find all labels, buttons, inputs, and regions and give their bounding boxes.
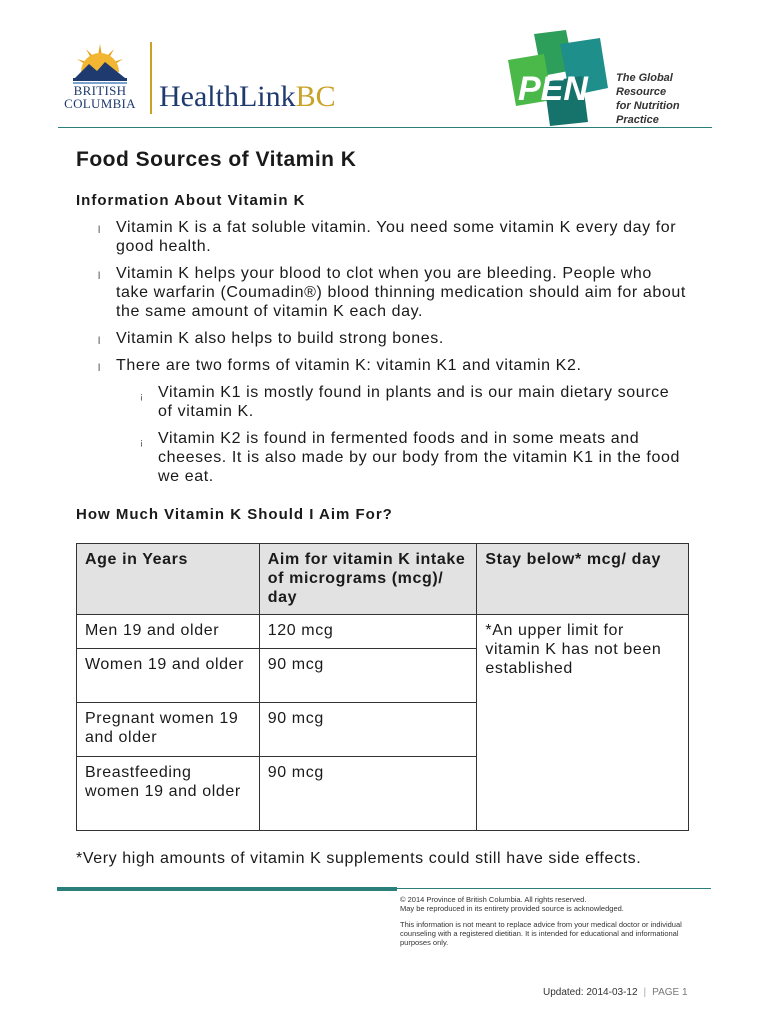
page-header — [58, 30, 712, 128]
table-header-row — [77, 544, 689, 615]
sun-mountain-icon — [69, 40, 131, 84]
bullet-marker: l — [98, 336, 101, 347]
footer-separator: | — [643, 987, 647, 998]
footer-bar — [57, 887, 397, 891]
column-header-aim: Aim for vitamin K intake of micrograms (mcg)/ day — [259, 544, 477, 615]
info-bullet-list — [76, 218, 686, 494]
pen-tagline — [616, 71, 712, 127]
cell-age: Women 19 and older — [77, 649, 260, 703]
copyright-text: © 2014 Province of British Columbia. All rights reserved. — [400, 895, 587, 904]
logo-divider — [150, 42, 152, 114]
list-item-text: There are two forms of vitamin K: vitamin K1 and vitamin K2. — [116, 357, 582, 374]
reproduce-text: May be reproduced in its entirety provided source is acknowledged. — [400, 904, 624, 913]
footer-legal — [400, 895, 710, 954]
sub-list-item-text: Vitamin K2 is found in fermented foods and in some meats and cheeses. It is also made by our body from the vitamin K1 in the food we eat. — [158, 430, 680, 485]
cell-aim: 120 mcg — [259, 615, 477, 649]
cell-aim: 90 mcg — [259, 757, 477, 831]
disclaimer-text: This information is not meant to replace advice from your medical doctor or individual counseling with a registered dietitian. It is intended for educational and informational purposes only. — [400, 920, 682, 947]
pen-logo — [504, 30, 614, 126]
cell-age: Men 19 and older — [77, 615, 260, 649]
document-body — [76, 148, 716, 867]
sub-bullet-marker: ¡ — [140, 391, 144, 401]
pen-tagline-line2: for Nutrition Practice — [616, 100, 680, 126]
updated-date: Updated: 2014-03-12 — [543, 987, 638, 998]
cell-age: Breastfeeding women 19 and older — [77, 757, 260, 831]
bullet-marker: l — [98, 271, 101, 282]
pen-tagline-line1: The Global Resource — [616, 72, 673, 98]
cell-stay-below: *An upper limit for vitamin K has not been established — [477, 615, 689, 831]
page-footer-meta — [543, 987, 688, 998]
bc-logo — [60, 40, 140, 114]
bullet-marker: l — [98, 225, 101, 236]
column-header-age: Age in Years — [77, 544, 260, 615]
list-item-text: Vitamin K also helps to build strong bones. — [116, 330, 444, 347]
bullet-marker: l — [98, 363, 101, 374]
healthlinkbc-logo — [159, 80, 336, 114]
sub-list-item — [116, 429, 686, 486]
pen-logo-text: PEN — [518, 70, 588, 108]
sub-list-item — [116, 383, 686, 421]
section-heading-aim: How Much Vitamin K Should I Aim For? — [76, 506, 393, 523]
footnote: *Very high amounts of vitamin K supplements could still have side effects. — [76, 850, 642, 867]
sub-bullet-list — [116, 383, 686, 486]
sub-bullet-marker: ¡ — [140, 437, 144, 447]
bc-name-line1: BRITISH — [73, 83, 127, 98]
header-rule — [58, 127, 712, 128]
page-title: Food Sources of Vitamin K — [76, 148, 357, 171]
healthlink-text: HealthLink — [159, 80, 296, 113]
list-item — [76, 218, 686, 256]
vitamin-k-table — [76, 543, 689, 831]
page-number: PAGE 1 — [652, 987, 688, 998]
list-item — [76, 329, 686, 348]
cell-aim: 90 mcg — [259, 703, 477, 757]
healthlink-bc-text: BC — [295, 80, 336, 113]
column-header-stay-below: Stay below* mcg/ day — [477, 544, 689, 615]
list-item-text: Vitamin K helps your blood to clot when you are bleeding. People who take warfarin (Coumadin®) blood thinning medication should aim for about the same amount of vitamin K each day. — [116, 265, 686, 320]
sub-list-item-text: Vitamin K1 is mostly found in plants and is our main dietary source of vitamin K. — [158, 384, 670, 420]
cell-aim: 90 mcg — [259, 649, 477, 703]
table-row — [77, 615, 689, 649]
bc-name-line2: COLUMBIA — [64, 96, 136, 111]
section-heading-info: Information About Vitamin K — [76, 192, 306, 209]
list-item — [76, 356, 686, 486]
list-item-text: Vitamin K is a fat soluble vitamin. You need some vitamin K every day for good health. — [116, 219, 677, 255]
cell-age: Pregnant women 19 and older — [77, 703, 260, 757]
footer-rule — [397, 888, 711, 889]
list-item — [76, 264, 686, 321]
